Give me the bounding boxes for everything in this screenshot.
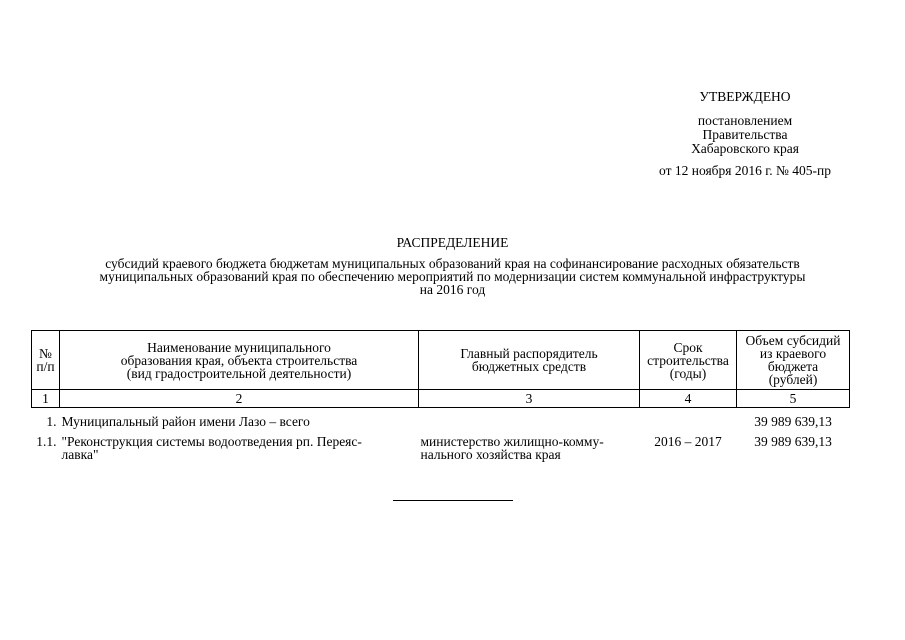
approval-line-3: Хабаровского края: [691, 141, 799, 156]
document-heading: [40, 236, 865, 296]
row-term: [640, 414, 737, 428]
row-term: 2016 – 2017: [654, 434, 722, 449]
approval-line-1: постановлением: [697, 113, 793, 128]
approval-block: [640, 90, 850, 178]
approval-date: от 12 ноября 2016 г. № 405-пр: [659, 163, 831, 178]
closing-divider: [393, 500, 513, 501]
header-number: № п/п: [32, 331, 60, 390]
column-number: 3: [419, 390, 640, 408]
approval-line-2: Правительства: [702, 127, 788, 142]
document-subtitle-line-2: муниципальных образований края по обеспечению мероприятий по модернизации систем коммунальной инфраструктуры: [99, 269, 806, 284]
column-number: 4: [640, 390, 737, 408]
table-row: [32, 414, 850, 428]
row-volume: 39 989 639,13: [754, 434, 832, 449]
header-name: Наименование муниципального образования края, объекта строительства (вид градостроительной деятельности): [60, 331, 419, 390]
row-number: 1.: [46, 414, 57, 429]
approval-title: УТВЕРЖДЕНО: [699, 89, 791, 104]
header-volume: Объем субсидий из краевого бюджета (рублей): [737, 331, 850, 390]
document-subtitle-line-3: на 2016 год: [419, 282, 486, 297]
column-number: 1: [32, 390, 60, 408]
column-number: 5: [737, 390, 850, 408]
distribution-table: [31, 330, 850, 461]
header-term: Срок строительства (годы): [640, 331, 737, 390]
row-name: "Реконструкция системы водоотведения рп. Переяс- лавка": [61, 434, 362, 462]
document-title: РАСПРЕДЕЛЕНИЕ: [396, 235, 509, 250]
column-number: 2: [60, 390, 419, 408]
row-number: 1.1.: [36, 434, 57, 449]
column-number-row: [32, 390, 850, 408]
header-manager: Главный распорядитель бюджетных средств: [419, 331, 640, 390]
row-manager: [419, 414, 640, 428]
row-volume: 39 989 639,13: [754, 414, 832, 429]
document-subtitle-line-1: субсидий краевого бюджета бюджетам муниципальных образований края на софинансирование расходных обязательств: [105, 256, 800, 271]
row-manager: министерство жилищно-комму- нального хозяйства края: [420, 434, 604, 462]
row-name: Муниципальный район имени Лазо – всего: [61, 414, 310, 429]
table-row: [32, 434, 850, 461]
table-header-row: [32, 331, 850, 390]
